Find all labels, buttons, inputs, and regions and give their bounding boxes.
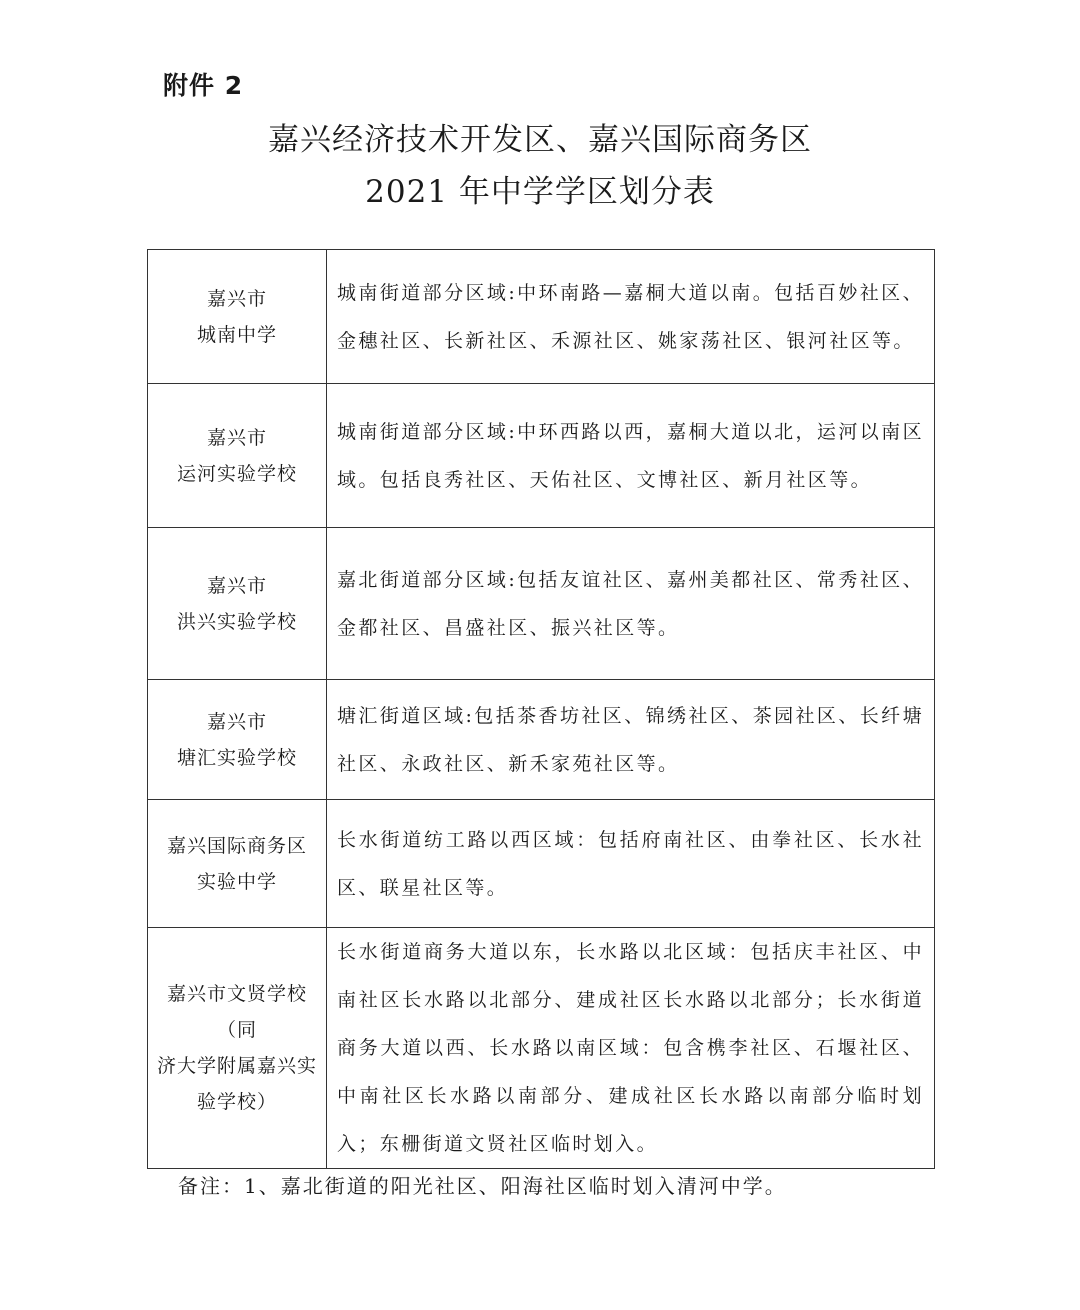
table-row	[148, 680, 935, 800]
school-name-line: 洪兴实验学校	[176, 610, 297, 633]
school-name-line: 实验中学	[196, 870, 277, 893]
school-name-line: 塘汇实验学校	[176, 746, 297, 769]
school-name-line: 嘉兴市文贤学校（同	[166, 983, 307, 1041]
table-row	[148, 384, 935, 528]
zone-area-cell: 嘉北街道部分区域:包括友谊社区、嘉州美都社区、常秀社区、金都社区、昌盛社区、振兴社区等。	[327, 528, 935, 680]
zone-area-cell: 长水街道商务大道以东，长水路以北区域：包括庆丰社区、中南社区长水路以北部分、建成社区长水路以北部分；长水街道商务大道以西、长水路以南区域：包含槜李社区、石堰社区、中南社区长水路以南部分、建成社区长水路以南部分临时划入；东栅街道文贤社区临时划入。	[327, 928, 935, 1169]
school-name-line: 城南中学	[196, 323, 277, 346]
table-row	[148, 528, 935, 680]
zone-area-cell: 城南街道部分区域:中环西路以西，嘉桐大道以北，运河以南区域。包括良秀社区、天佑社区、文博社区、新月社区等。	[327, 384, 935, 528]
school-name-cell	[148, 528, 327, 680]
school-name-cell	[148, 250, 327, 384]
zone-area-cell: 长水街道纺工路以西区域：包括府南社区、由拳社区、长水社区、联星社区等。	[327, 800, 935, 928]
school-name-line: 嘉兴国际商务区	[166, 834, 307, 857]
attachment-label: 附件 2	[163, 71, 244, 100]
school-name-line: 嘉兴市	[206, 574, 267, 597]
school-name-cell	[148, 928, 327, 1169]
document-title: 嘉兴经济技术开发区、嘉兴国际商务区	[268, 122, 812, 158]
school-name-cell	[148, 384, 327, 528]
document-subtitle: 2021 年中学学区划分表	[365, 174, 715, 210]
table-row	[148, 928, 935, 1169]
table-row	[148, 250, 935, 384]
table-row	[148, 800, 935, 928]
school-zone-table	[147, 249, 935, 1169]
school-name-line: 嘉兴市	[206, 426, 267, 449]
school-name-cell	[148, 680, 327, 800]
school-name-line: 嘉兴市	[206, 710, 267, 733]
school-name-cell	[148, 800, 327, 928]
footnote: 备注：1、嘉北街道的阳光社区、阳海社区临时划入清河中学。	[178, 1174, 787, 1198]
school-name-line: 验学校）	[196, 1091, 277, 1113]
zone-area-cell: 塘汇街道区域:包括茶香坊社区、锦绣社区、茶园社区、长纤塘社区、永政社区、新禾家苑社区等。	[327, 680, 935, 800]
school-name-line: 嘉兴市	[206, 287, 267, 310]
zone-area-cell: 城南街道部分区域:中环南路—嘉桐大道以南。包括百妙社区、金穗社区、长新社区、禾源社区、姚家荡社区、银河社区等。	[327, 250, 935, 384]
school-name-line: 济大学附属嘉兴实	[156, 1055, 317, 1077]
school-name-line: 运河实验学校	[176, 462, 297, 485]
